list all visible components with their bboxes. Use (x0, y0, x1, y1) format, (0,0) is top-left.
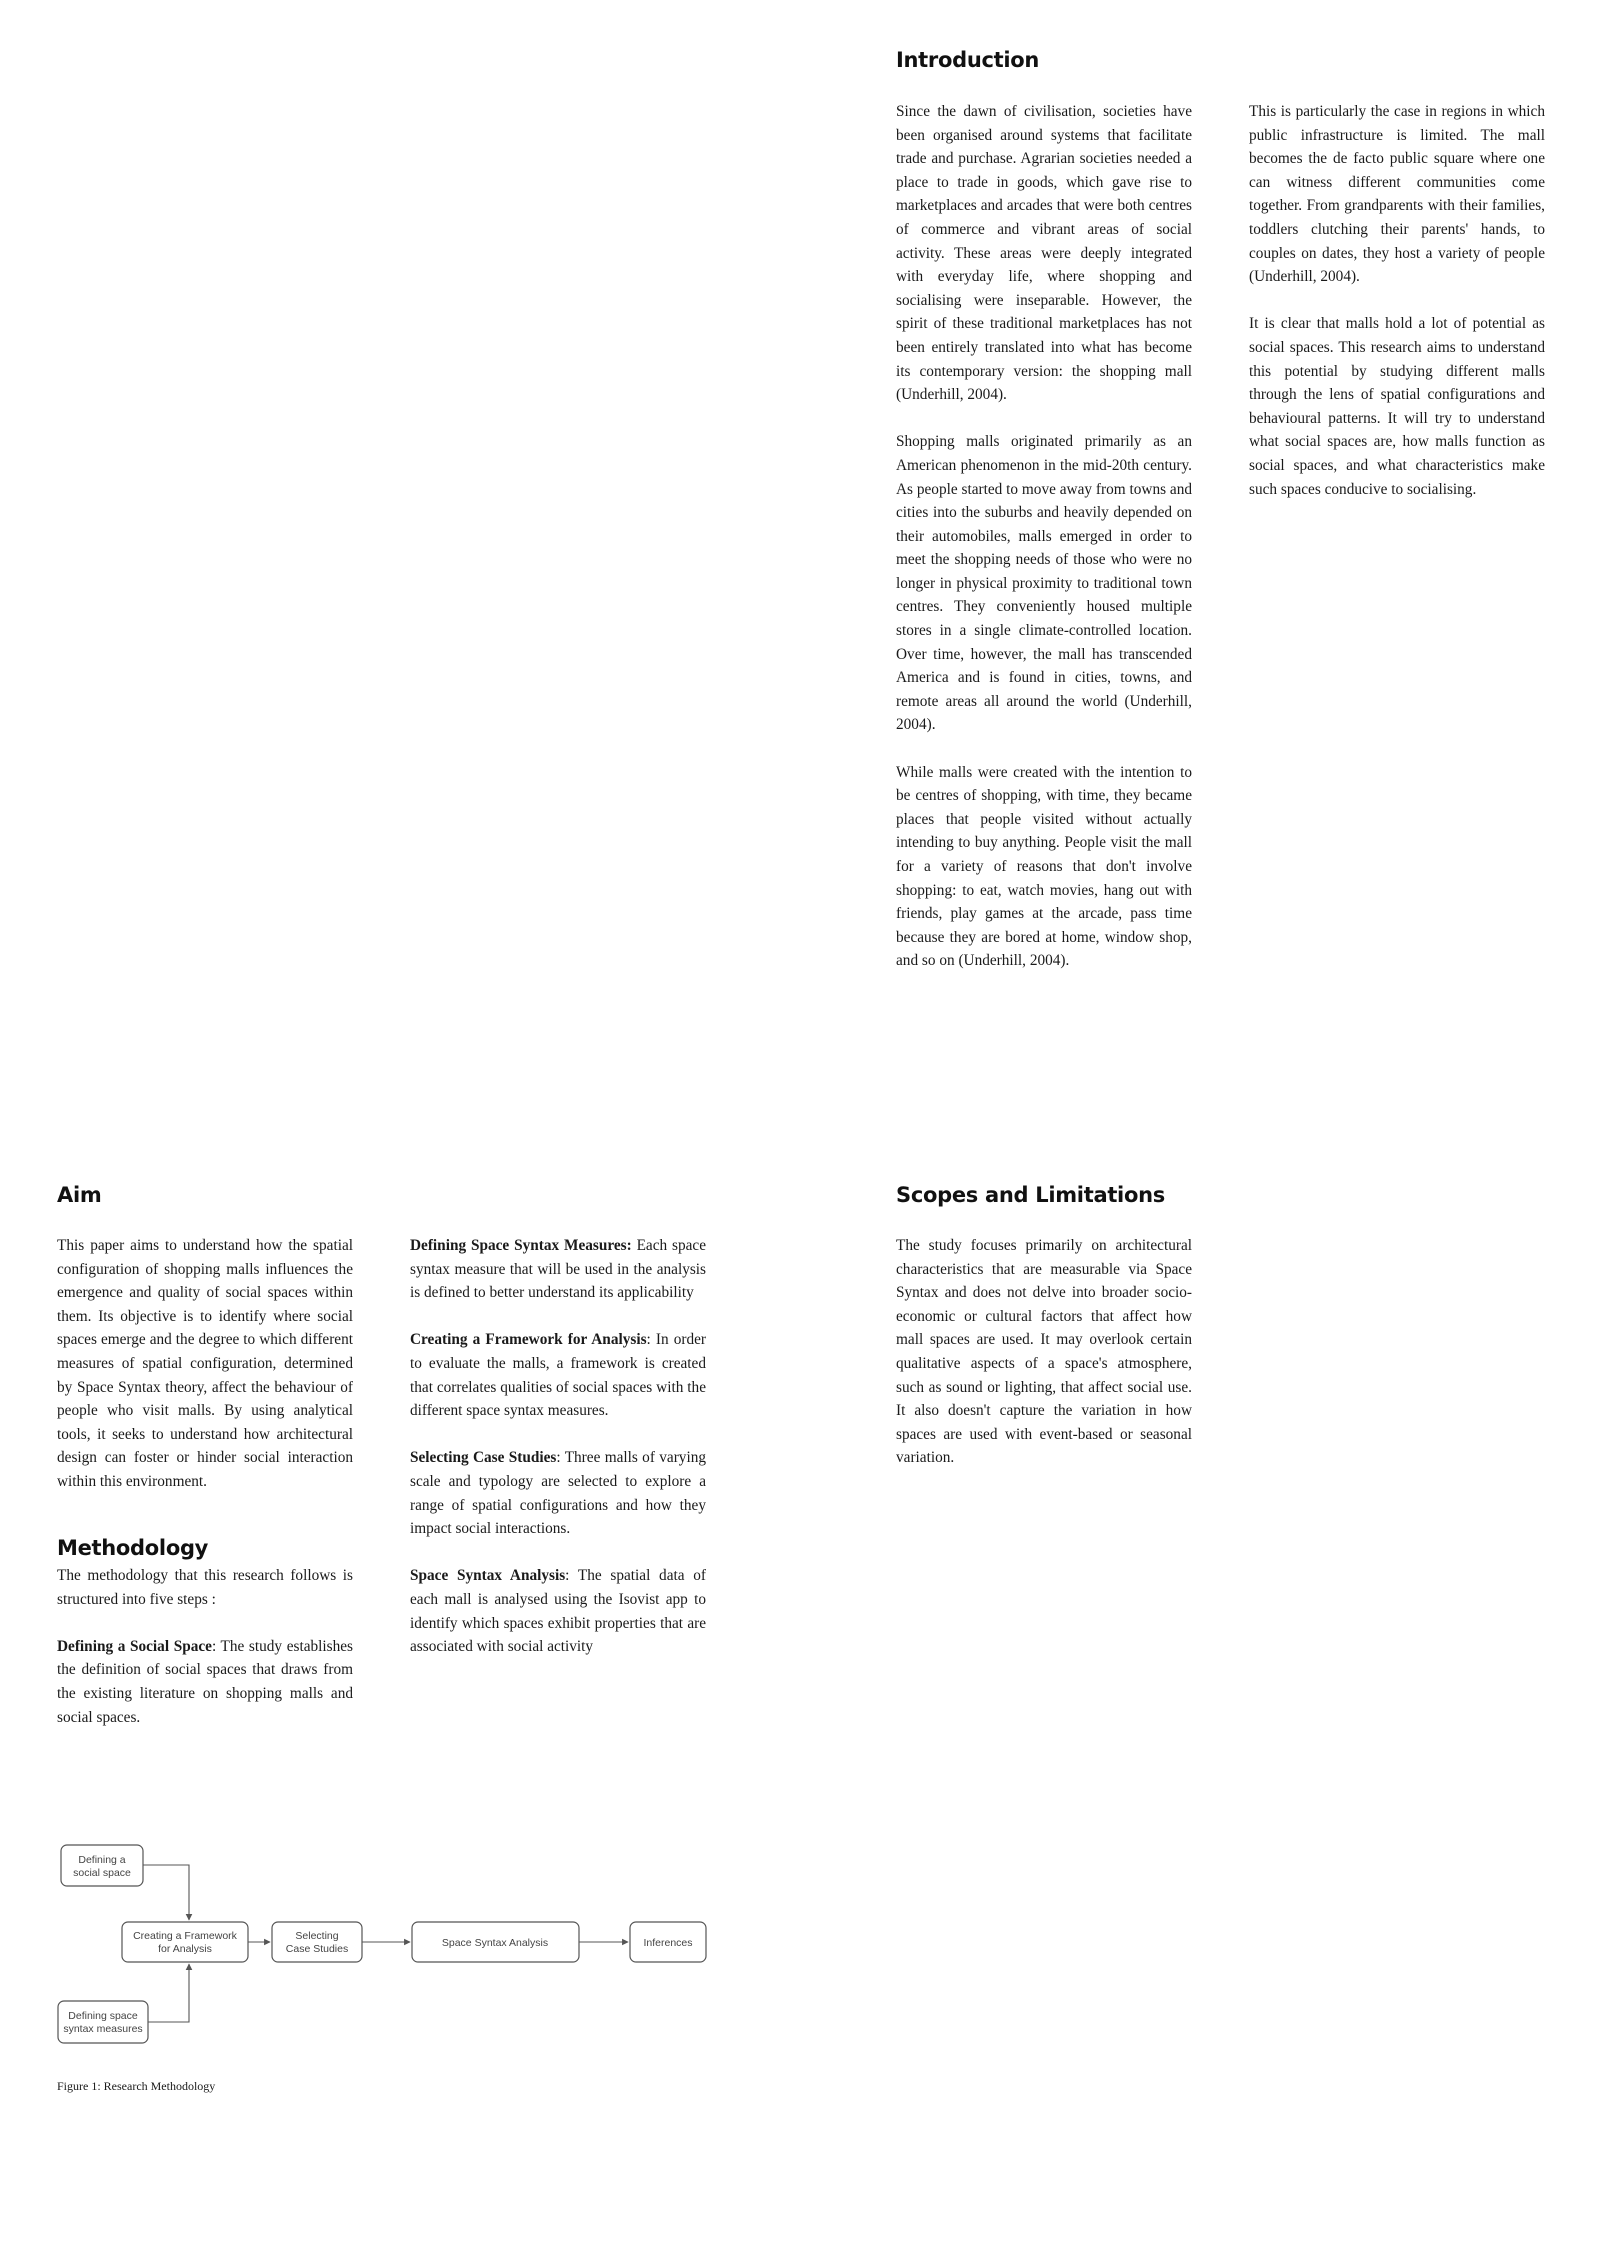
figure-caption: Figure 1: Research Methodology (57, 2079, 216, 2093)
node-label: social space (73, 1867, 131, 1879)
methodology-column-1 (57, 1564, 353, 1729)
step-text: The study establishes the definition of social spaces that draws from the existing literature on shopping malls and social spaces. (57, 1637, 353, 1726)
scopes-paragraph: The study focuses primarily on architectural characteristics that are measurable via Space Syntax and does not delve into broader socio-economic or cultural factors that affect how mall spaces are used. It may overlook certain qualitative aspects of a space's atmosphere, such as sound or lighting, that affect social use. It also doesn't capture the variation in how spaces are used with event-based or seasonal variation. (896, 1237, 1192, 1467)
aim-column (57, 1234, 353, 1494)
node-defining-space-syntax-measures (58, 2001, 148, 2043)
node-label: Selecting (295, 1930, 339, 1942)
aim-heading: Aim (57, 1183, 102, 1207)
methodology-heading: Methodology (57, 1536, 209, 1560)
introduction-paragraph: It is clear that malls hold a lot of potential as social spaces. This research aims to understand this potential by studying different malls through the lens of spatial configurations and behavioural patterns. It will try to understand what social spaces are, how malls function as social spaces, and what characteristics make such spaces conducive to socialising. (1249, 315, 1545, 498)
node-label: Defining a (78, 1854, 126, 1866)
methodology-step: Space Syntax Analysis: The spatial data of each mall is analysed using the Isovist app to identify which spaces exhibit properties that are associated with social activity (410, 1567, 706, 1656)
introduction-column-1 (896, 100, 1192, 973)
step-text: In order to evaluate the malls, a framework is created that correlates qualities of social spaces with the different space syntax measures. (410, 1331, 707, 1420)
scopes-column (896, 1234, 1192, 1470)
step-text: Three malls of varying scale and typology are selected to explore a range of spatial configurations and how they impact social interactions. (410, 1449, 706, 1538)
methodology-column-2 (410, 1234, 706, 1659)
methodology-step (410, 1234, 706, 1305)
node-label: Creating a Framework (133, 1930, 237, 1942)
step-text: Each space syntax measure that will be used in the analysis is defined to better understand its applicability (410, 1237, 706, 1302)
step-term: Selecting Case Studies (410, 1449, 557, 1467)
introduction-column-2 (1249, 100, 1545, 501)
introduction-paragraph: While malls were created with the intention to be centres of shopping, with time, they became places that people visited without actually intending to buy anything. People visit the mall for a variety of reasons that don't involve shopping: to eat, watch movies, hang out with friends, play games at the arcade, pass time because they are bored at home, window shop, and so on (Underhill, 2004). (896, 763, 1192, 970)
methodology-step: Selecting Case Studies: Three malls of varying scale and typology are selected to explore a range of spatial configurations and how they impact social interactions. (410, 1449, 706, 1538)
methodology-step: Defining a Social Space: The study establishes the definition of social spaces that draws from the existing literature on shopping malls and social spaces. (57, 1637, 353, 1726)
node-creating-framework (122, 1922, 248, 1962)
step-text: The spatial data of each mall is analysed using the Isovist app to identify which spaces exhibit properties that are associated with social activity (410, 1567, 706, 1656)
node-label: Defining space (68, 2010, 138, 2022)
methodology-intro: The methodology that this research follows is structured into five steps : (57, 1567, 353, 1608)
methodology-step: Creating a Framework for Analysis: In order to evaluate the malls, a framework is created that correlates qualities of social spaces with the different space syntax measures. (410, 1331, 707, 1420)
aim-paragraph: This paper aims to understand how the spatial configuration of shopping malls influences the emergence and quality of social spaces within them. Its objective is to identify where social spaces emerge and the degree to which different measures of spatial configuration, determined by Space Syntax theory, affect the behaviour of people who visit malls. By using analytical tools, it seeks to understand how architectural design can foster or hinder social interaction within this environment. (57, 1237, 353, 1490)
node-label: for Analysis (158, 1943, 212, 1955)
node-selecting-case-studies (272, 1922, 362, 1962)
introduction-heading: Introduction (896, 48, 1040, 72)
scopes-heading: Scopes and Limitations (896, 1183, 1165, 1207)
node-label: Case Studies (285, 1943, 349, 1955)
methodology-flow-diagram (57, 1842, 717, 2052)
node-label: Space Syntax Analysis (441, 1937, 549, 1949)
introduction-paragraph: Since the dawn of civilisation, societies have been organised around systems that facilitate trade and purchase. Agrarian societies needed a place to trade in goods, which gave rise to marketplaces and arcades that were both centres of commerce and vibrant areas of social activity. These areas were deeply integrated with everyday life, where shopping and socialising were inseparable. However, the spirit of these traditional marketplaces has not been entirely translated into what has become its contemporary version: the shopping mall (Underhill, 2004). (896, 103, 1192, 404)
connector-measures-to-framework (148, 1964, 189, 2022)
step-term: Space Syntax Analysis (410, 1567, 566, 1585)
step-term: Creating a Framework for Analysis (410, 1331, 647, 1349)
step-term: Defining Space Syntax Measures: (410, 1237, 632, 1254)
node-label: syntax measures (63, 2023, 143, 2035)
node-label: Inferences (643, 1937, 693, 1949)
step-term: Defining a Social Space (57, 1637, 212, 1655)
introduction-paragraph: This is particularly the case in regions in which public infrastructure is limited. The mall becomes the de facto public square where one can witness different communities come together. From grandparents with their families, toddlers clutching their parents' hands, to couples on dates, they host a variety of people (Underhill, 2004). (1249, 103, 1545, 286)
introduction-paragraph: Shopping malls originated primarily as an American phenomenon in the mid-20th century. As people started to move away from towns and cities into the suburbs and heavily depended on their automobiles, malls emerged in order to meet the shopping needs of those who were no longer in physical proximity to traditional town centres. They conveniently housed multiple stores in a single climate-controlled location. Over time, however, the mall has transcended America and is found in cities, towns, and remote areas all around the world (Underhill, 2004). (896, 433, 1192, 734)
connector-social-to-framework (143, 1865, 189, 1920)
